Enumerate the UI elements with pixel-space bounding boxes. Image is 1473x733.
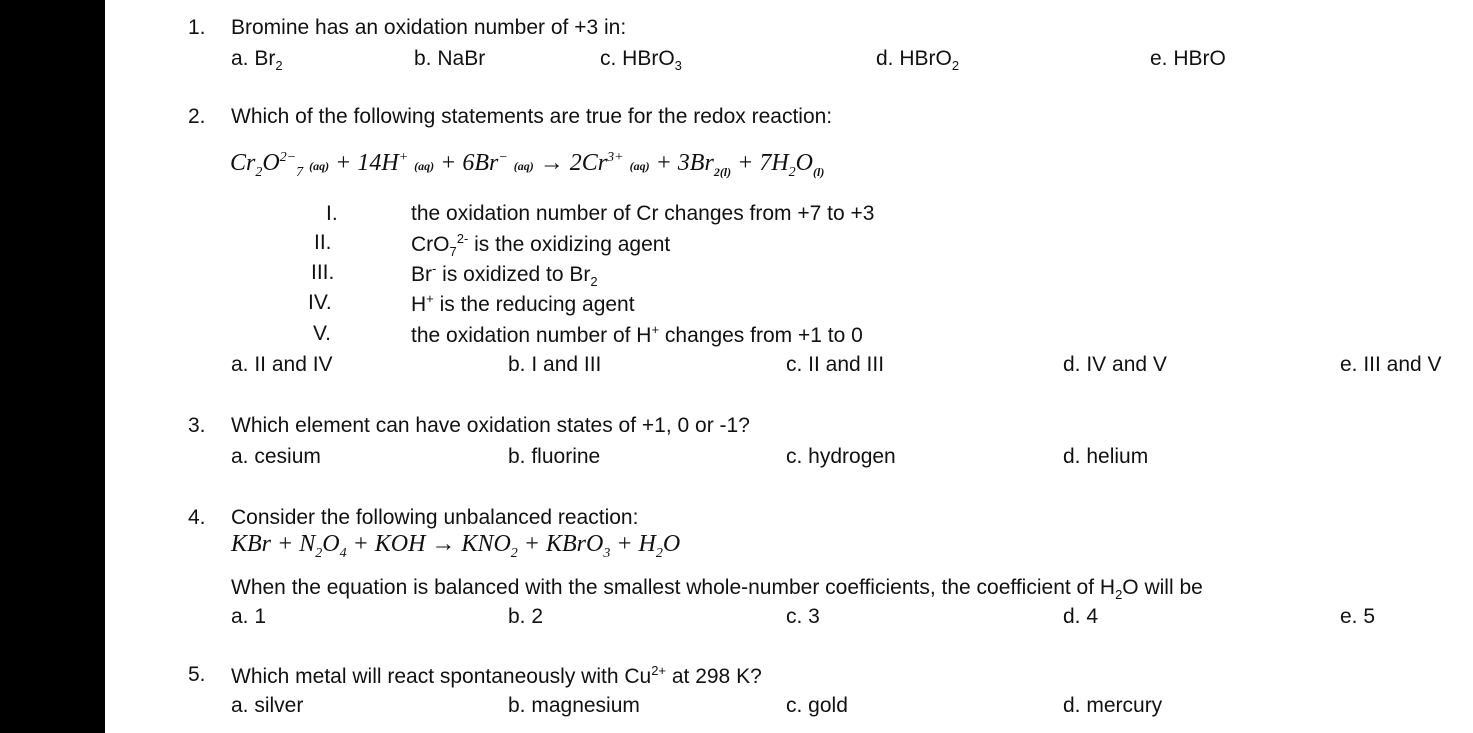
question-1-text: Bromine has an oxidation number of +3 in: bbox=[231, 16, 627, 39]
question-3-text: Which element can have oxidation states of +1, 0 or -1? bbox=[231, 414, 750, 437]
q4-option-c[interactable]: c. 3 bbox=[786, 605, 820, 628]
question-5-text: Which metal will react spontaneously with $Cu^{2+}$ at 298 K? bbox=[231, 663, 762, 688]
unbalanced-equation: KBr + $N_2O_4$ + KOH → $KNO_2$ + KBrO$_3$ + $H_2O$ bbox=[231, 531, 681, 561]
q4-option-d[interactable]: d. 4 bbox=[1063, 605, 1099, 628]
q1-option-a[interactable]: a. $Br_2$ bbox=[231, 47, 283, 74]
statement-3-text: Br- is oxidized to $Br_2$ bbox=[411, 261, 598, 290]
q5-option-c[interactable]: c. gold bbox=[786, 694, 848, 717]
statement-4-numeral: IV. bbox=[308, 291, 332, 314]
q1-option-d[interactable]: d. HBrO$_2$ bbox=[876, 47, 960, 74]
q1-option-e[interactable]: e. HBrO bbox=[1150, 47, 1226, 70]
q4-option-b[interactable]: b. 2 bbox=[508, 605, 544, 628]
q2-option-c[interactable]: c. II and III bbox=[786, 353, 885, 376]
statement-5-numeral: V. bbox=[313, 322, 331, 345]
statement-1-numeral: I. bbox=[326, 202, 338, 225]
q1-option-b[interactable]: b. NaBr bbox=[414, 47, 486, 70]
q5-option-a[interactable]: a. silver bbox=[231, 694, 304, 717]
q1-option-c[interactable]: c. HBrO$_3$ bbox=[600, 47, 682, 74]
redox-equation: $Cr_2O^{2-}_7$ (aq) + 14H+ (aq) + 6Br− $(aq) \to 2Cr^{3+}$ $(aq) + 3Br_{2(l)} + 7H_2O_{(l)}$ bbox=[230, 150, 825, 180]
statement-5-text: the oxidation number of H+ changes from +1 to 0 bbox=[411, 322, 863, 347]
q2-option-a[interactable]: a. II and IV bbox=[231, 353, 333, 376]
question-5-number: 5. bbox=[188, 663, 206, 686]
q3-option-a[interactable]: a. cesium bbox=[231, 445, 321, 468]
q2-option-e[interactable]: e. III and V bbox=[1340, 353, 1442, 376]
question-4-followup: When the equation is balanced with the smallest whole-number coefficients, the coefficient of $H_2O$ will be bbox=[231, 576, 1203, 603]
statement-2-numeral: II. bbox=[314, 231, 332, 254]
q4-option-e[interactable]: e. 5 bbox=[1340, 605, 1376, 628]
q4-option-a[interactable]: a. 1 bbox=[231, 605, 267, 628]
question-2-text: Which of the following statements are true for the redox reaction: bbox=[231, 105, 833, 128]
q5-option-b[interactable]: b. magnesium bbox=[508, 694, 640, 717]
q2-option-b[interactable]: b. I and III bbox=[508, 353, 602, 376]
statement-1-text: the oxidation number of Cr changes from +7 to +3 bbox=[411, 202, 875, 225]
statement-2-text: CrO$_7^{2-}$ is the oxidizing agent bbox=[411, 231, 671, 260]
question-1-number: 1. bbox=[188, 16, 206, 39]
statement-4-text: H+ is the reducing agent bbox=[411, 291, 635, 316]
q3-option-b[interactable]: b. fluorine bbox=[508, 445, 601, 468]
question-4-number: 4. bbox=[188, 506, 206, 529]
question-2-number: 2. bbox=[188, 105, 206, 128]
question-3-number: 3. bbox=[188, 414, 206, 437]
statement-3-numeral: III. bbox=[311, 261, 335, 284]
question-4-text: Consider the following unbalanced reaction: bbox=[231, 506, 639, 529]
q3-option-c[interactable]: c. hydrogen bbox=[786, 445, 896, 468]
left-black-margin bbox=[0, 0, 105, 733]
q2-option-d[interactable]: d. IV and V bbox=[1063, 353, 1167, 376]
q3-option-d[interactable]: d. helium bbox=[1063, 445, 1149, 468]
q5-option-d[interactable]: d. mercury bbox=[1063, 694, 1163, 717]
